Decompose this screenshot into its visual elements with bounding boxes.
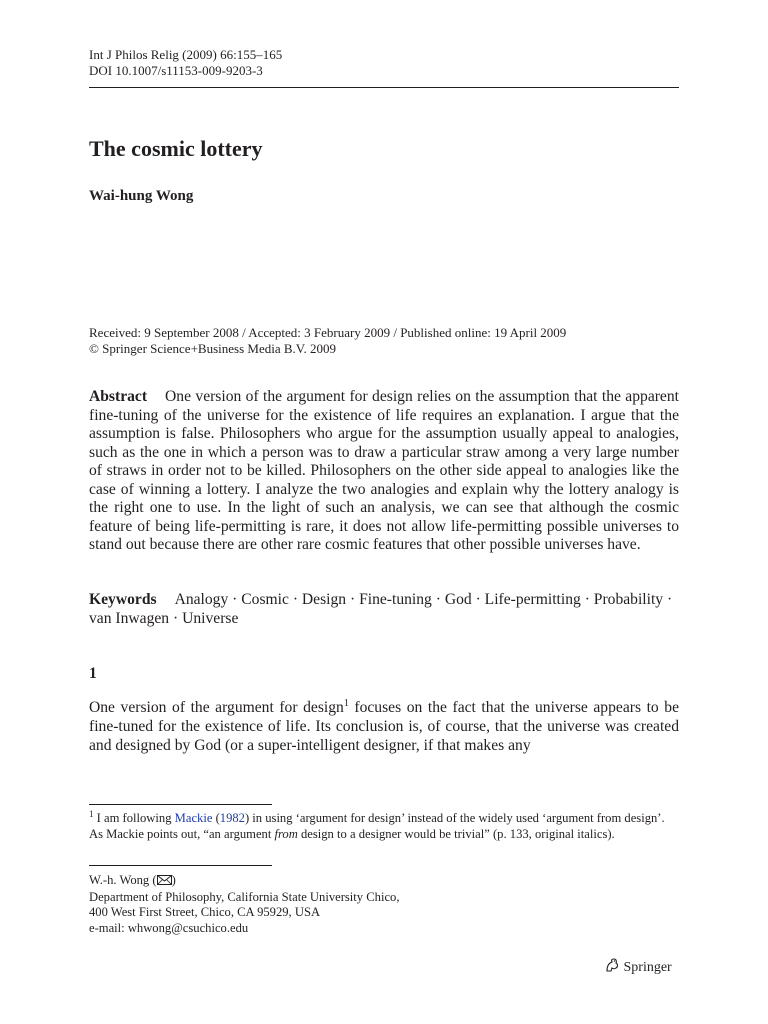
affiliation: [89, 873, 399, 936]
keywords-label: Keywords: [89, 591, 157, 608]
citation-link-year[interactable]: 1982: [219, 811, 245, 825]
author-contact: [89, 873, 399, 890]
citation-link-mackie[interactable]: Mackie: [174, 811, 213, 825]
address: 400 West First Street, Chico, CA 95929, USA: [89, 905, 321, 919]
history-dates: Received: 9 September 2008 / Accepted: 3 February 2009 / Published online: 19 April 2009: [89, 325, 567, 340]
header-rule: [89, 87, 679, 88]
journal-header: [89, 47, 282, 79]
body-text-start: One version of the argument for design: [89, 699, 344, 716]
footnote-rule: [89, 804, 272, 805]
section-body: [89, 698, 679, 755]
footnote-text: ) in using ‘argument for design’ instead of the widely used ‘argument from design’. As Mackie points out, “an argument: [89, 811, 665, 841]
doi: DOI 10.1007/s11153-009-9203-3: [89, 63, 263, 78]
footnote-text: I am following: [93, 811, 175, 825]
article-title: The cosmic lottery: [89, 136, 263, 161]
footnote-mark: 1: [89, 808, 94, 819]
department: Department of Philosophy, California State University Chico,: [89, 889, 400, 904]
affiliation-rule: [89, 865, 272, 866]
email[interactable]: e-mail: whwong@csuchico.edu: [89, 920, 249, 935]
publication-dates: [89, 325, 566, 357]
body-text-rest: focuses on the fact that the universe appears to be fine-tuned for the existence of life. Its conclusion is, of course, that the universe was created and designed by God (or a super-intelligent designer, if that makes any: [89, 699, 679, 754]
footnote-italic: from: [274, 827, 298, 841]
copyright-line: © Springer Science+Business Media B.V. 2009: [89, 341, 336, 356]
abstract: [89, 388, 679, 555]
author-name: Wai-hung Wong: [89, 188, 194, 204]
keywords: [89, 591, 679, 628]
footnote-text: design to a designer would be trivial” (p. 133, original italics).: [297, 827, 615, 841]
journal-citation: Int J Philos Relig (2009) 66:155–165: [89, 47, 283, 62]
abstract-label: Abstract: [89, 388, 148, 405]
author-contact-close: ): [171, 873, 176, 887]
envelope-icon[interactable]: [157, 874, 172, 890]
keywords-text: Analogy · Cosmic · Design · Fine-tuning · God · Life-permitting · Probability · van Inwagen · Universe: [89, 591, 673, 627]
publisher-name: Springer: [623, 960, 672, 975]
springer-logo: [604, 957, 672, 978]
footnote-text: (: [212, 811, 220, 825]
springer-horse-icon: [604, 960, 620, 975]
section-number: 1: [89, 665, 97, 682]
author-short-name: W.-h. Wong (: [89, 873, 157, 887]
footnote-reference[interactable]: 1: [343, 697, 349, 709]
abstract-text: One version of the argument for design relies on the assumption that the apparent fine-tuning of the universe for the existence of life requires an explanation. I argue that the assumption is false. Philosophers who argue for the assumption usually appeal to analogies, such as the one in which a person was to draw a particular straw among a very large number of straws in order not to be killed. Philosophers on the other side appeal to analogies like the case of winning a lottery. I analyze the two analogies and explain why the lottery analogy is the right one to use. In the light of such an analysis, we can see that although the cosmic feature of being life-permitting is rare, it does not allow life-permitting possible universes to stand out because there are other rare cosmic features that other possible universes have.: [89, 388, 679, 553]
footnote: [89, 810, 679, 842]
